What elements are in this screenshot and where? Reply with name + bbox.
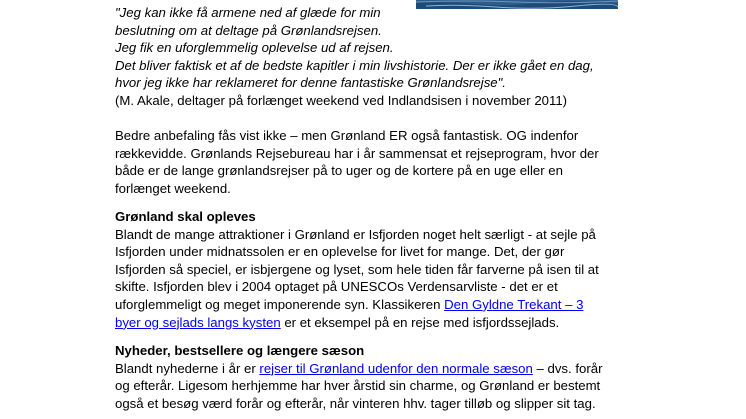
paragraph-line: Isfjorden så speciel, er isbjergene og lyset, som hele tiden får farverne på isen til at [115, 261, 599, 277]
paragraph-line: rækkevidde. Grønlands Rejsebureau har i år sammensat et rejseprogram, hvor der [115, 145, 599, 161]
paragraph-text: – dvs. forår [532, 360, 603, 376]
section-isfjord [115, 208, 635, 331]
intro-paragraph [115, 127, 635, 197]
section-heading: Nyheder, bestsellere og længere sæson [115, 343, 365, 358]
paragraph-line: også et besøg værd forår og efterår, når vinteren hhv. tager tilløb og slipper sit tag. [115, 395, 596, 411]
paragraph-line [115, 296, 635, 314]
off-season-trips-link[interactable]: rejser til Grønland udenfor den normale sæson [259, 360, 533, 376]
paragraph-line: Blandt de mange attraktioner i Grønland er Isfjorden noget helt særligt - at sejle på [115, 226, 596, 242]
paragraph-line [115, 360, 635, 378]
paragraph-text: er et eksempel på en rejse med isfjordssejlads. [280, 314, 560, 330]
paragraph-text: Blandt nyhederne i år er [115, 360, 260, 376]
paragraph-line: både er de lange grønlandsrejser på to uger og de kortere på en uge eller en [115, 163, 563, 179]
quote-line: beslutning om at deltage på Grønlandsrejsen. [115, 22, 382, 38]
section-heading: Grønland skal opleves [115, 209, 256, 224]
paragraph-text: uforglemmeligt og meget imponerende syn. Klassikeren [115, 296, 445, 312]
paragraph-line [115, 314, 635, 332]
section-news [115, 342, 635, 412]
golden-triangle-link-continued[interactable]: byer og sejlads langs kysten [115, 314, 281, 330]
paragraph-line: forlænget weekend. [115, 180, 231, 196]
quote-line: "Jeg kan ikke få armene ned af glæde for min [115, 5, 381, 20]
paragraph-line: og efterår. Ligesom herhjemme har hver årstid sin charme, og Grønland er bestemt [115, 378, 601, 394]
quote-line: Jeg fik en uforglemmelig oplevelse ud af rejsen. [115, 40, 394, 56]
quote-line: hvor jeg ikke har reklameret for denne fantastiske Grønlandsrejse". [115, 75, 506, 91]
paragraph-line: Isfjorden under midnatssolen er en oplevelse for livet for mange. Det, der gør [115, 244, 565, 260]
paragraph-line: Bedre anbefaling fås vist ikke – men Grønland ER også fantastisk. OG indenfor [115, 128, 579, 143]
quote-line: Det bliver faktisk et af de bedste kapitler i min livshistorie. Der er ikke gået en dag, [115, 57, 594, 73]
testimonial-quote [115, 4, 635, 110]
quote-attribution: (M. Akale, deltager på forlænget weekend ved Indlandsisen i november 2011) [115, 92, 568, 108]
golden-triangle-link[interactable]: Den Gyldne Trekant – 3 [444, 296, 584, 312]
paragraph-line: skifte. Isfjorden blev i 2004 optaget på UNESCOs Verdensarvliste - det er et [115, 279, 558, 295]
